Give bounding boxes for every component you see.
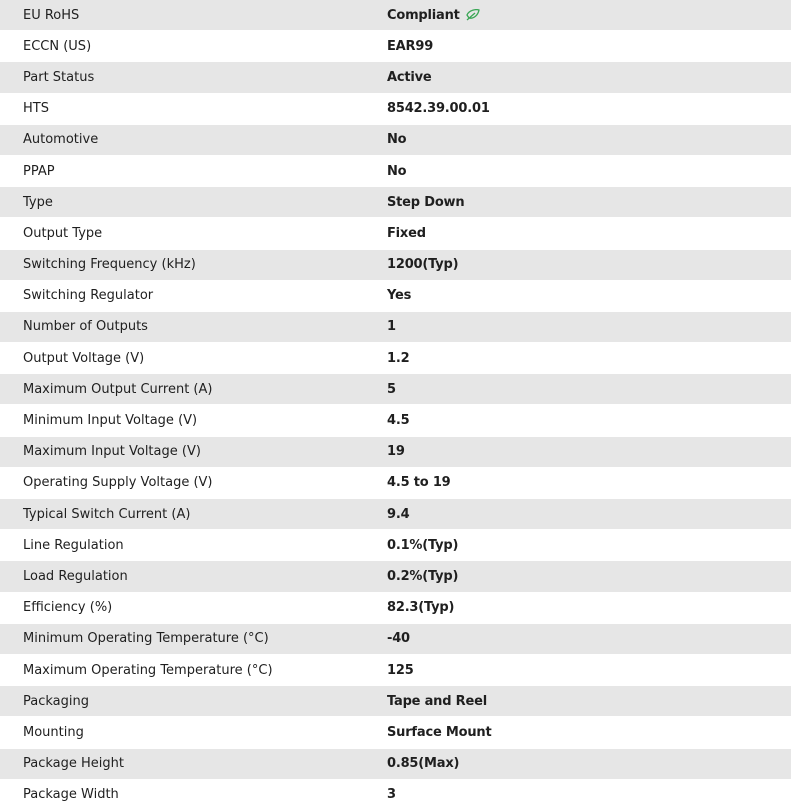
spec-row-number-of-outputs — [0, 312, 791, 343]
spec-label: Operating Supply Voltage (V) — [23, 475, 213, 491]
spec-label: Maximum Input Voltage (V) — [23, 444, 201, 460]
spec-row-max-output-current — [0, 374, 791, 405]
spec-value: 0.1%(Typ) — [387, 537, 459, 553]
spec-row-max-operating-temp — [0, 655, 791, 686]
spec-label: HTS — [23, 101, 49, 117]
spec-row-package-width — [0, 780, 791, 811]
spec-value: EAR99 — [387, 38, 434, 54]
spec-row-typical-switch-current — [0, 499, 791, 530]
spec-value: -40 — [387, 631, 410, 647]
spec-value: 82.3(Typ) — [387, 600, 455, 616]
spec-value: 125 — [387, 662, 414, 678]
spec-value: 0.85(Max) — [387, 756, 460, 772]
spec-value-wrap — [387, 8, 791, 23]
spec-row-operating-supply-voltage — [0, 468, 791, 499]
spec-row-mounting — [0, 717, 791, 748]
spec-value: 19 — [387, 444, 405, 460]
spec-row-output-voltage — [0, 343, 791, 374]
spec-row-switching-regulator — [0, 281, 791, 312]
spec-value: Compliant — [387, 7, 460, 23]
spec-value: No — [387, 132, 407, 148]
spec-label: Line Regulation — [23, 537, 124, 553]
spec-value: No — [387, 163, 407, 179]
spec-label: Part Status — [23, 69, 95, 85]
spec-label: Typical Switch Current (A) — [23, 506, 191, 522]
spec-label: Package Height — [23, 756, 124, 772]
spec-row-packaging — [0, 686, 791, 717]
spec-label: Number of Outputs — [23, 319, 148, 335]
spec-row-automotive — [0, 125, 791, 156]
spec-row-type — [0, 187, 791, 218]
spec-label: Packaging — [23, 693, 89, 709]
spec-label: Type — [23, 194, 53, 210]
spec-value: 1200(Typ) — [387, 257, 459, 273]
spec-row-eu-rohs — [0, 0, 791, 31]
spec-label: Efficiency (%) — [23, 600, 113, 616]
spec-label: Output Type — [23, 225, 103, 241]
spec-label: Minimum Input Voltage (V) — [23, 413, 198, 429]
spec-label: Load Regulation — [23, 568, 128, 584]
spec-row-line-regulation — [0, 530, 791, 561]
spec-label: ECCN (US) — [23, 38, 92, 54]
spec-label: Maximum Operating Temperature (°C) — [23, 662, 273, 678]
spec-value: 4.5 — [387, 413, 410, 429]
spec-value: 0.2%(Typ) — [387, 568, 459, 584]
spec-value: Active — [387, 69, 432, 85]
spec-label: Mounting — [23, 724, 84, 740]
spec-value: 4.5 to 19 — [387, 475, 451, 491]
spec-row-hts — [0, 94, 791, 125]
spec-value: 8542.39.00.01 — [387, 101, 490, 117]
spec-value: Surface Mount — [387, 724, 492, 740]
spec-row-part-status — [0, 62, 791, 93]
spec-value: 1 — [387, 319, 396, 335]
spec-label: Automotive — [23, 132, 99, 148]
spec-value: 1.2 — [387, 350, 410, 366]
spec-row-package-height — [0, 749, 791, 780]
spec-label: Package Width — [23, 787, 119, 803]
spec-row-eccn — [0, 31, 791, 62]
spec-row-max-input-voltage — [0, 437, 791, 468]
spec-value: Step Down — [387, 194, 465, 210]
spec-row-efficiency — [0, 593, 791, 624]
spec-value: 9.4 — [387, 506, 410, 522]
spec-row-output-type — [0, 218, 791, 249]
spec-value: 5 — [387, 381, 396, 397]
spec-row-load-regulation — [0, 561, 791, 592]
spec-value: Fixed — [387, 225, 426, 241]
spec-label: PPAP — [23, 163, 55, 179]
leaf-icon — [466, 9, 480, 21]
spec-label: Switching Frequency (kHz) — [23, 257, 196, 273]
spec-row-switching-frequency — [0, 250, 791, 281]
spec-value: Tape and Reel — [387, 693, 487, 709]
spec-row-min-operating-temp — [0, 624, 791, 655]
spec-label: Maximum Output Current (A) — [23, 381, 213, 397]
spec-label: Switching Regulator — [23, 288, 154, 304]
spec-value: 3 — [387, 787, 396, 803]
spec-value: Yes — [387, 288, 412, 304]
spec-row-ppap — [0, 156, 791, 187]
spec-label: EU RoHS — [23, 7, 80, 23]
spec-label: Output Voltage (V) — [23, 350, 145, 366]
spec-label: Minimum Operating Temperature (°C) — [23, 631, 269, 647]
spec-row-min-input-voltage — [0, 405, 791, 436]
